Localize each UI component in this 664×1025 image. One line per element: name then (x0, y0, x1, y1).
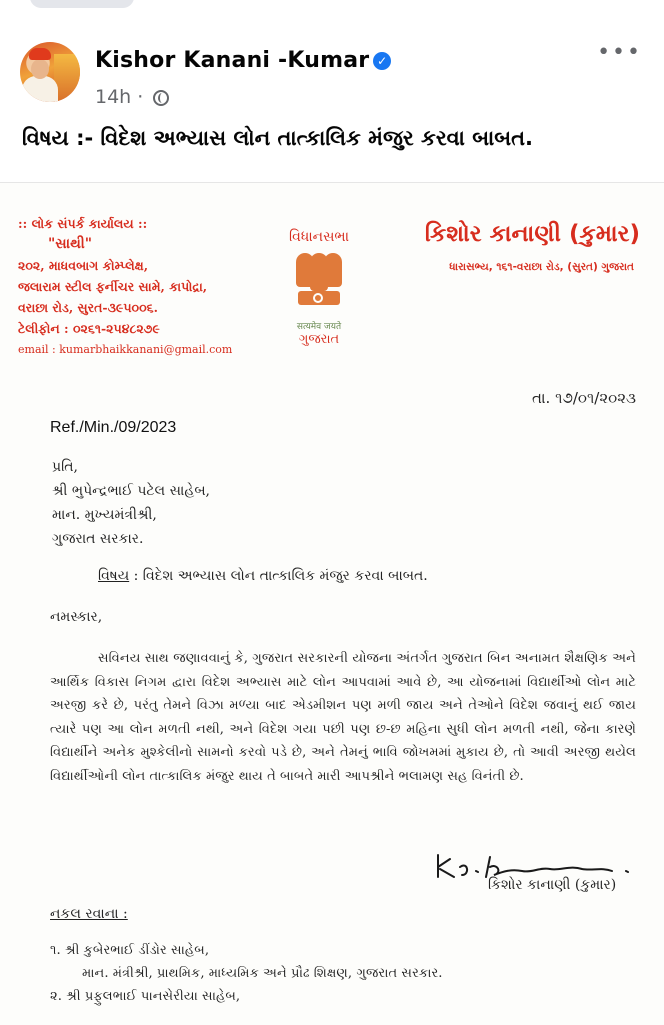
mla-subtitle: ધારાસભ્ય, ૧૬૧-વરાછા રોડ, (સુરત) ગુજરાત (449, 261, 634, 273)
office-email: email : kumarbhaikkanani@gmail.com (18, 343, 233, 356)
meta-separator: · (137, 86, 144, 108)
verified-badge-icon: ✓ (373, 52, 391, 70)
post-time[interactable]: 14h (95, 86, 132, 108)
author-name[interactable]: Kishor Kanani -Kumar (95, 48, 370, 73)
emblem-block (274, 229, 364, 347)
post-meta (95, 86, 169, 108)
recipient-line: શ્રી ભુપેન્દ્રભાઈ પટેલ સાહેબ, (52, 483, 211, 499)
office-line: :: લોક સંપર્ક કાર્યાલય :: (18, 216, 148, 231)
signature-name: કિશોર કાનાણી (કુમાર) (488, 877, 617, 893)
recipient-line: માન. મુખ્યમંત્રીશ્રી, (52, 507, 157, 523)
recipient-line: ગુજરાત સરકાર. (52, 531, 144, 547)
assembly-label: વિધાનસભા (288, 229, 350, 245)
office-line: વરાછા રોડ, સુરત-૩૯૫૦૦૬. (18, 300, 158, 315)
mla-name: કિશોર કાનાણી (કુમાર) (424, 221, 640, 247)
copy-list (50, 939, 442, 1008)
subject-text: : વિદેશ અભ્યાસ લોન તાત્કાલિક મંજુર કરવા બાબત. (129, 568, 428, 584)
letter-greeting: નમસ્કાર, (50, 609, 103, 625)
copy-item: ૧. શ્રી કુબેરભાઈ ડીંડોર સાહેબ, (50, 943, 210, 958)
state-emblem-icon (296, 253, 342, 327)
avatar[interactable] (20, 42, 80, 102)
letter-ref: Ref./Min./09/2023 (50, 419, 177, 436)
letter-subject (98, 568, 428, 584)
post-header (0, 36, 664, 116)
copy-item: ૨. શ્રી પ્રફુલભાઈ પાનસેરીયા સાહેબ, (50, 989, 241, 1004)
letter-image[interactable] (0, 182, 664, 1025)
globe-icon (153, 90, 169, 106)
subject-label: વિષય (98, 568, 130, 584)
emblem-motto: सत्यमेव जयते (296, 322, 342, 332)
copy-item: માન. મંત્રીશ્રી, પ્રાથમિક, માધ્યમિક અને પ્રૌઢ શિક્ષણ, ગુજરાત સરકાર. (82, 966, 443, 981)
top-pill (30, 0, 134, 8)
recipient-line: પ્રતિ, (52, 459, 78, 475)
office-line: ૨૦૨, માધવબાગ કોમ્પ્લેક્ષ, (18, 258, 149, 273)
post-caption: વિષય :- વિદેશ અભ્યાસ લોન તાત્કાલિક મંજુર કરવા બાબત. (22, 126, 533, 150)
letter-body: સવિનય સાથ જણાવવાનું કે, ગુજરાત સરકારની યોજના અંતર્ગત ગુજરાત બિન અનામત શૈક્ષણિક અને આર્થિક વિકાસ નિગમ દ્વારા વિદેશ અભ્યાસ માટે લોન આપવામાં આવે છે, આ યોજનામાં વિદ્યાર્થીઓ લોન માટે અરજી કરે છે, પરંતુ તેમને વિઝા મળ્યા બાદ એડમીશન પણ મળી જાય અને તેઓને વિદેશ જવાનું થઈ જાય ત્યારે પણ આ લોન મળતી નથી, અને વિદેશ ગયા પછી પણ છ-છ મહિના સુધી લોન મળતી નથી, જેના કારણે વિદ્યાર્થીને અનેક મુશ્કેલીનો સામનો કરવો પડે છે, અને તેમનું ભાવિ જોખમમાં મુકાય છે, તો આવી અરજી થયેલ વિદ્યાર્થીઓની લોન તાત્કાલિક મંજુર થાય તે બાબતે મારી આપશ્રીને ભલામણ સહ વિનંતી છે. (50, 651, 636, 784)
author-name-row[interactable] (95, 48, 391, 73)
recipient-block (52, 455, 210, 551)
office-line: ટેલીફોન : ૦૨૬૧-૨૫૪૮૨૭૯ (18, 321, 160, 336)
office-line: "સાથી" (48, 236, 93, 252)
emblem-state: ગુજરાત (298, 332, 340, 347)
office-line: જલારામ સ્ટીલ ફર્નીચર સામે, કાપોદ્રા, (18, 279, 208, 294)
letter-date: તા. ૧૭/૦૧/૨૦૨૩ (531, 389, 636, 407)
office-address (18, 213, 232, 360)
more-options-icon[interactable]: ••• (597, 40, 642, 65)
copy-heading: નકલ રવાના : (50, 906, 128, 922)
